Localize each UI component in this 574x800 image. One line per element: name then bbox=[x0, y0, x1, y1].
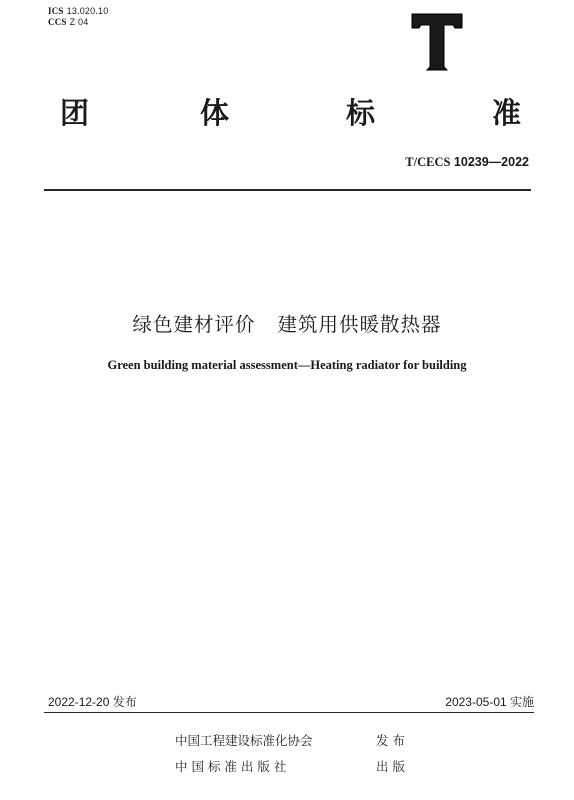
implementation-date: 2023-05-01 实施 bbox=[445, 695, 534, 709]
ccs-code-line bbox=[48, 17, 88, 28]
publisher-name: 中 国 标 准 出 版 社 bbox=[175, 759, 287, 774]
standard-number bbox=[405, 155, 529, 170]
issuer-name: 中国工程建设标准化协会 bbox=[175, 733, 313, 748]
title-chinese bbox=[0, 309, 574, 337]
title-chinese-part2: 建筑用供暖散热器 bbox=[277, 313, 442, 336]
ccs-code: Z 04 bbox=[69, 17, 89, 27]
title-chinese-part1: 绿色建材评价 bbox=[132, 313, 256, 336]
ccs-label: CCS bbox=[48, 17, 67, 27]
standard-number-prefix: T/CECS bbox=[405, 155, 451, 169]
standard-kind-char-3: 标 bbox=[346, 96, 376, 130]
issuer-role: 发 布 bbox=[376, 733, 405, 748]
publisher-role: 出 版 bbox=[376, 759, 405, 774]
standard-kind-char-4: 准 bbox=[492, 96, 522, 130]
group-standard-t-logo bbox=[411, 13, 463, 71]
standard-kind-char-1: 团 bbox=[60, 96, 90, 130]
header-divider bbox=[44, 189, 531, 191]
standard-kind-char-2: 体 bbox=[200, 96, 230, 130]
standard-number-value: 10239—2022 bbox=[453, 155, 529, 169]
ics-label: ICS bbox=[48, 6, 64, 16]
ics-code: 13.020.10 bbox=[66, 6, 109, 16]
footer-divider bbox=[44, 712, 534, 713]
ics-code-line bbox=[48, 6, 108, 17]
title-english: Green building material assessment—Heating radiator for building bbox=[107, 358, 467, 372]
issue-date: 2022-12-20 发布 bbox=[48, 695, 137, 709]
